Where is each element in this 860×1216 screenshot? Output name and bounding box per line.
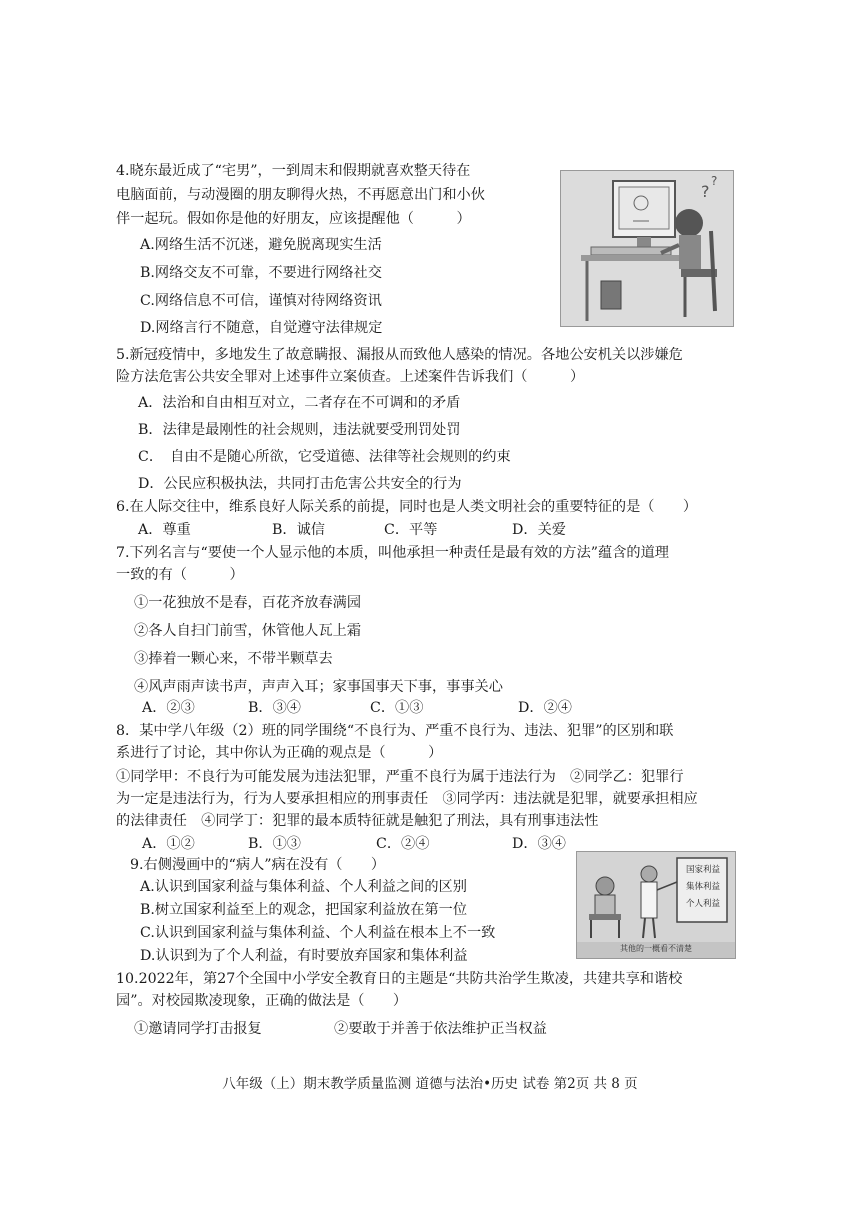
q6-option-a: A．尊重 [138, 522, 191, 538]
q7-item: ④风声雨声读书声，声声入耳；家事国事天下事，事事关心 [134, 679, 503, 695]
q4-illustration [560, 170, 734, 327]
q9-option-a: A.认识到国家利益与集体利益、个人利益之间的区别 [140, 879, 467, 895]
q7-option-b: B．③④ [248, 700, 301, 716]
q4-option-a: A.网络生活不沉迷，避免脱离现实生活 [140, 237, 382, 253]
q8-stem-line: 8．某中学八年级（2）班的同学围绕“不良行为、严重不良行为、违法、犯罪”的区别和联 [116, 723, 674, 739]
q8-statement-line: 的法律责任 ④同学丁：犯罪的最本质特征就是触犯了刑法，具有刑事违法性 [116, 813, 599, 829]
q6-stem: 6.在人际交往中，维系良好人际关系的前提，同时也是人类文明社会的重要特征的是（ ） [116, 499, 698, 515]
q7-item: ②各人自扫门前雪，休管他人瓦上霜 [134, 623, 362, 639]
q5-option-a: A．法治和自由相互对立，二者存在不可调和的矛盾 [138, 395, 461, 411]
eye-chart-line-1: 国家利益 [685, 865, 720, 875]
q7-stem-line: 一致的有（ ） [116, 567, 244, 583]
q10-item: ①邀请同学打击报复 [134, 1021, 262, 1037]
q8-option-c: C．②④ [376, 836, 430, 852]
q7-option-d: D．②④ [518, 700, 572, 716]
q4-stem-line: 电脑面前，与动漫圈的朋友聊得火热，不再愿意出门和小伙 [116, 187, 485, 203]
boy-at-computer-image [561, 171, 733, 326]
q8-option-d: D．③④ [512, 836, 566, 852]
q6-option-c: C．平等 [384, 522, 438, 538]
q4-option-b: B.网络交友不可靠，不要进行网络社交 [140, 265, 382, 281]
q4-option-d: D.网络言行不随意，自觉遵守法律规定 [140, 320, 383, 336]
q9-cartoon [576, 851, 736, 959]
q7-item: ①一花独放不是春，百花齐放春满园 [134, 595, 362, 611]
q5-option-b: B．法律是最刚性的社会规则，违法就要受刑罚处罚 [138, 422, 461, 438]
q5-stem-line: 5.新冠疫情中，多地发生了故意瞒报、漏报从而致他人感染的情况。各地公安机关以涉嫌危 [116, 347, 683, 363]
q7-stem-line: 7.下列名言与“要使一个人显示他的本质，叫他承担一种责任是最有效的方法”蕴含的道理 [116, 545, 669, 561]
q4-stem-line: 4.晓东最近成了“宅男”，一到周末和假期就喜欢整天待在 [116, 163, 471, 179]
q10-item: ②要敢于并善于依法维护正当权益 [334, 1021, 547, 1037]
q4-option-c: C.网络信息不可信，谨慎对待网络资讯 [140, 293, 382, 309]
q7-option-c: C．①③ [370, 700, 424, 716]
q8-statement-line: ①同学甲：不良行为可能发展为违法犯罪，严重不良行为属于违法行为 ②同学乙：犯罪行 [116, 769, 684, 785]
q5-option-d: D．公民应积极执法，共同打击危害公共安全的行为 [138, 476, 462, 492]
q4-stem-line: 伴一起玩。假如你是他的好朋友，应该提醒他（ ） [116, 211, 471, 227]
q8-option-a: A．①② [142, 836, 195, 852]
eye-chart-text [681, 862, 725, 913]
q6-option-d: D．关爱 [512, 522, 566, 538]
q8-statement-line: 为一定是违法行为，行为人要承担相应的刑事责任 ③同学丙：违法就是犯罪，就要承担相应 [116, 791, 698, 807]
q7-option-a: A．②③ [142, 700, 195, 716]
cartoon-caption: 其他的一概看不清楚 [620, 944, 692, 953]
q9-option-b: B.树立国家利益至上的观念，把国家利益放在第一位 [140, 902, 468, 918]
q9-option-c: C.认识到国家利益与集体利益、个人利益在根本上不一致 [140, 925, 496, 941]
q5-stem-line: 险方法危害公共安全罪对上述事件立案侦查。上述案件告诉我们（ ） [116, 369, 585, 385]
q7-item: ③捧着一颗心来，不带半颗草去 [134, 651, 333, 667]
eye-chart-line-2: 集体利益 [685, 882, 720, 892]
page-footer: 八年级（上）期末教学质量监测 道德与法治•历史 试卷 第2页 共 8 页 [222, 1076, 638, 1092]
q9-stem: 9.右侧漫画中的“病人”病在没有（ ） [130, 857, 386, 873]
q8-option-b: B．①③ [248, 836, 301, 852]
q9-option-d: D.认识到为了个人利益，有时要放弃国家和集体利益 [140, 948, 468, 964]
svg-text:?: ? [711, 174, 718, 188]
eye-chart-line-3: 个人利益 [685, 899, 720, 909]
q8-stem-line: 系进行了讨论，其中你认为正确的观点是（ ） [116, 745, 443, 761]
svg-text:?: ? [701, 182, 710, 201]
q6-option-b: B．诚信 [272, 522, 325, 538]
q10-stem-line: 园”。对校园欺凌现象，正确的做法是（ ） [116, 993, 408, 1009]
q10-stem-line: 10.2022年，第27个全国中小学安全教育日的主题是“共防共治学生欺凌，共建共享和谐校 [116, 971, 683, 987]
q5-option-c: C． 自由不是随心所欲，它受道德、法律等社会规则的约束 [138, 449, 511, 465]
